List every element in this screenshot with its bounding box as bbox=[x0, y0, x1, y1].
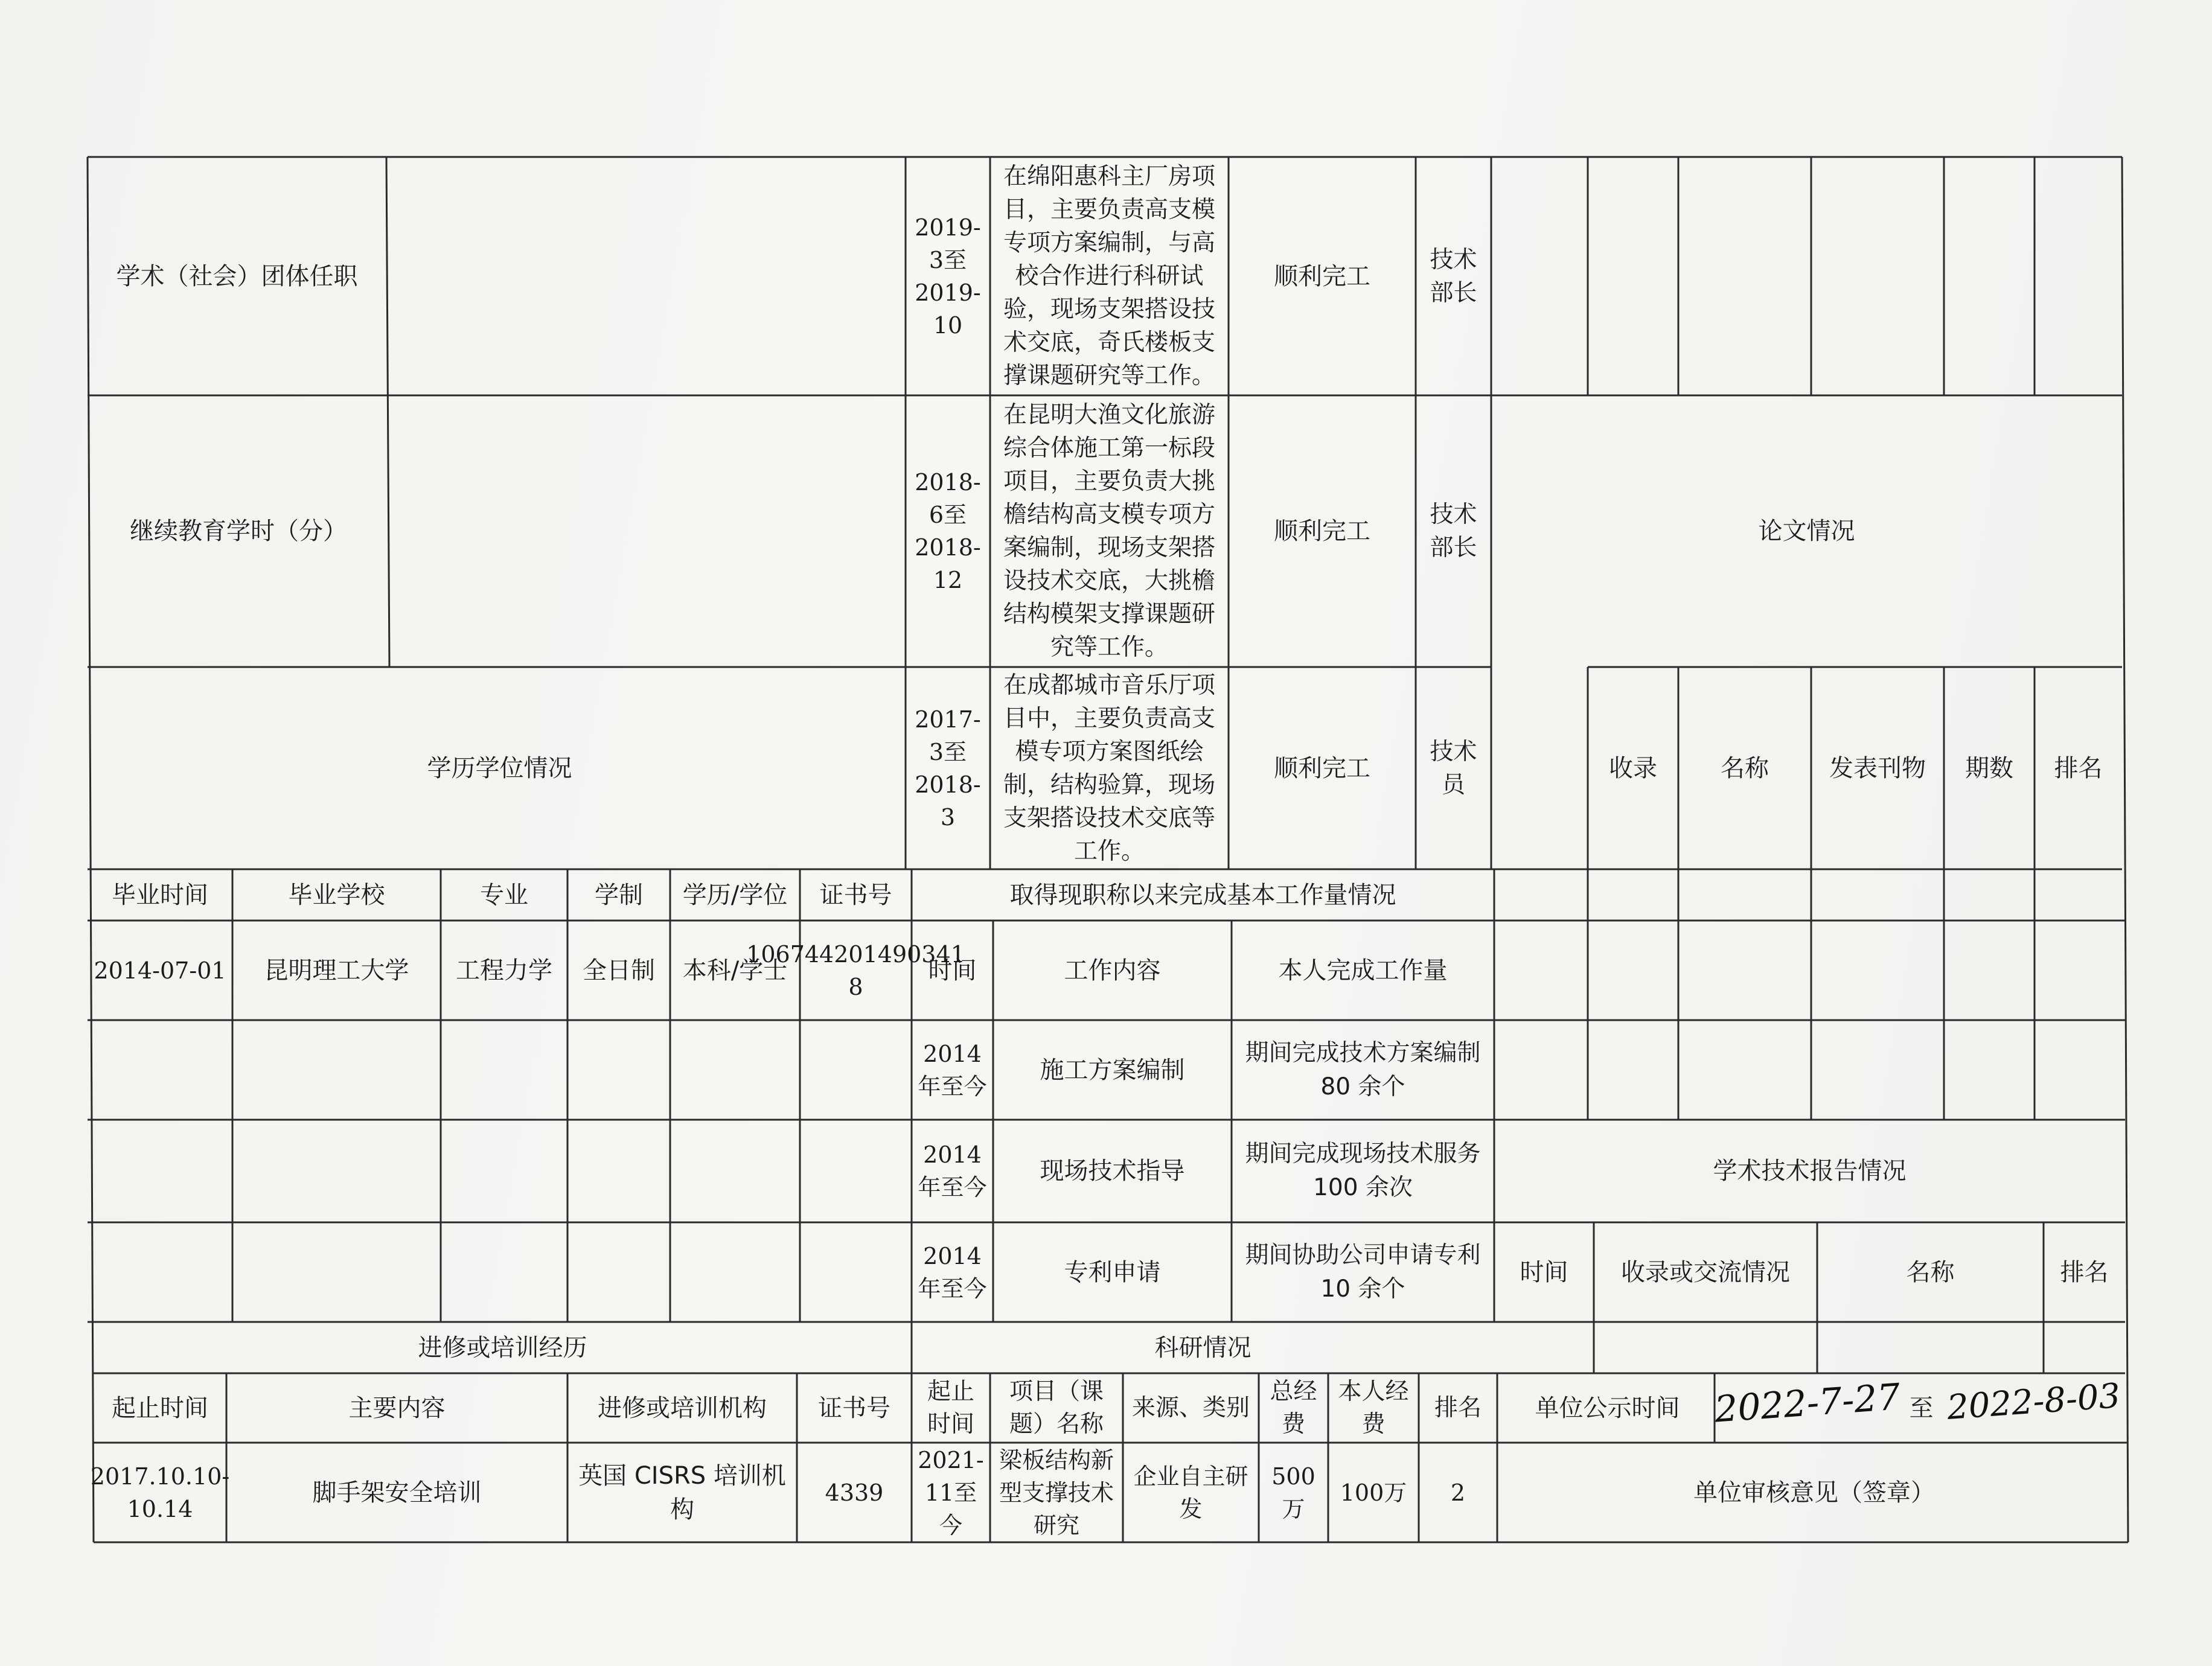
training-cell-3 bbox=[797, 1443, 912, 1542]
project-content-text: 在成都城市音乐厅项目中，主要负责高支模专项方案图纸绘制，结构验算，现场支架搭设技术交底等工作。 bbox=[1003, 671, 1215, 865]
edu-cell-4-text: 本科/学士 bbox=[682, 956, 788, 985]
paper-header-0 bbox=[1588, 667, 1678, 869]
research-cell-3 bbox=[1259, 1443, 1328, 1542]
research-cell-4 bbox=[1328, 1443, 1419, 1542]
training-header-3-text: 证书号 bbox=[818, 1394, 890, 1422]
work-content-text: 施工方案编制 bbox=[1040, 1056, 1185, 1084]
project-time-text: 2018-6至2018-12 bbox=[915, 469, 981, 593]
work-header-content-text: 工作内容 bbox=[1064, 956, 1161, 985]
section-unit-review-text: 单位审核意见（签章） bbox=[1693, 1478, 1935, 1507]
section-continuing-education-text: 继续教育学时（分） bbox=[130, 517, 347, 545]
publicity-to-word bbox=[1896, 1373, 1947, 1443]
project-time bbox=[906, 157, 990, 395]
edu-cell-1 bbox=[232, 921, 441, 1020]
training-cell-2-text: 英国 CISRS 培训机构 bbox=[578, 1461, 786, 1524]
training-cell-1 bbox=[226, 1443, 567, 1542]
edu-header-5 bbox=[800, 869, 912, 921]
research-cell-4-text: 100万 bbox=[1340, 1479, 1407, 1506]
section-reports bbox=[1494, 1120, 2125, 1222]
research-header-2 bbox=[1123, 1373, 1259, 1443]
paper-header-3-text: 期数 bbox=[1965, 754, 2013, 782]
training-cell-0-text: 2017.10.10-10.14 bbox=[90, 1463, 230, 1522]
training-cell-0 bbox=[90, 1443, 230, 1542]
section-unit-review bbox=[1500, 1443, 2128, 1542]
research-header-5 bbox=[1419, 1373, 1497, 1443]
edu-header-4-text: 学历/学位 bbox=[682, 881, 788, 909]
research-header-0-text: 起止时间 bbox=[927, 1377, 974, 1438]
work-amount-text: 期间完成现场技术服务 100 余次 bbox=[1245, 1140, 1481, 1201]
project-role bbox=[1416, 157, 1491, 395]
paper-header-1 bbox=[1678, 667, 1811, 869]
work-time-text: 2014年至今 bbox=[918, 1040, 987, 1100]
section-research bbox=[912, 1322, 1494, 1373]
report-header-0-text: 时间 bbox=[1520, 1258, 1568, 1286]
edu-cell-2 bbox=[441, 921, 567, 1020]
section-research-text: 科研情况 bbox=[1154, 1333, 1251, 1362]
project-result bbox=[1229, 667, 1416, 869]
project-result-text: 顺利完工 bbox=[1274, 517, 1370, 545]
edu-header-5-text: 证书号 bbox=[819, 881, 892, 909]
training-cell-3-text: 4339 bbox=[825, 1479, 884, 1506]
section-continuing-education bbox=[88, 395, 389, 667]
training-header-2 bbox=[567, 1373, 797, 1443]
publicity-label-text: 单位公示时间 bbox=[1535, 1394, 1680, 1422]
work-amount bbox=[1232, 1222, 1494, 1322]
work-content-text: 专利申请 bbox=[1064, 1258, 1161, 1286]
research-header-0 bbox=[912, 1373, 990, 1443]
work-header-time bbox=[912, 921, 993, 1020]
paper-header-2 bbox=[1811, 667, 1944, 869]
training-header-3 bbox=[797, 1373, 912, 1443]
project-result bbox=[1229, 395, 1416, 667]
training-header-0-text: 起止时间 bbox=[112, 1394, 208, 1422]
section-training-text: 进修或培训经历 bbox=[418, 1333, 587, 1362]
project-time bbox=[906, 395, 990, 667]
section-education-text: 学历学位情况 bbox=[427, 754, 572, 782]
research-header-1 bbox=[990, 1373, 1123, 1443]
project-role bbox=[1416, 667, 1491, 869]
edu-header-3 bbox=[567, 869, 670, 921]
work-time-text: 2014年至今 bbox=[918, 1242, 987, 1302]
research-header-2-text: 来源、类别 bbox=[1131, 1394, 1250, 1422]
publicity-to-word-text: 至 bbox=[1909, 1394, 1934, 1422]
research-header-4 bbox=[1328, 1373, 1419, 1443]
edu-header-1-text: 毕业学校 bbox=[288, 881, 385, 909]
report-header-1-text: 收录或交流情况 bbox=[1621, 1258, 1790, 1286]
research-cell-1 bbox=[990, 1443, 1123, 1542]
research-cell-5-text: 2 bbox=[1450, 1479, 1466, 1506]
edu-cell-3-text: 全日制 bbox=[583, 956, 655, 985]
section-education bbox=[88, 667, 912, 869]
research-cell-1-text: 梁板结构新型支撑技术研究 bbox=[999, 1446, 1114, 1539]
section-papers bbox=[1491, 395, 2122, 667]
work-amount-text: 期间完成技术方案编制 80 余个 bbox=[1245, 1039, 1481, 1100]
project-role-text: 技术部长 bbox=[1430, 501, 1477, 561]
work-header-amount-text: 本人完成工作量 bbox=[1278, 956, 1448, 985]
edu-header-2-text: 专业 bbox=[480, 881, 528, 909]
research-cell-2-text: 企业自主研发 bbox=[1133, 1463, 1248, 1522]
report-header-0 bbox=[1494, 1222, 1594, 1322]
work-amount-text: 期间协助公司申请专利 10 余个 bbox=[1245, 1241, 1481, 1303]
paper-header-1-text: 名称 bbox=[1721, 754, 1769, 782]
paper-header-4 bbox=[2035, 667, 2122, 869]
report-header-3-text: 排名 bbox=[2060, 1258, 2109, 1286]
handwritten-date-to: 2022-8-03 bbox=[1946, 1376, 2122, 1428]
project-time bbox=[906, 667, 990, 869]
handwritten-date-from: 2022-7-27 bbox=[1713, 1376, 1902, 1431]
paper-header-0-text: 收录 bbox=[1609, 754, 1657, 782]
section-academic-group bbox=[88, 157, 386, 395]
edu-cell-5-text: 106744201490341 8 bbox=[746, 940, 965, 1000]
project-role bbox=[1416, 395, 1491, 667]
training-header-1-text: 主要内容 bbox=[348, 1394, 446, 1422]
edu-cell-2-text: 工程力学 bbox=[456, 956, 552, 985]
edu-cell-3 bbox=[567, 921, 670, 1020]
research-header-3-text: 总经费 bbox=[1270, 1377, 1317, 1438]
edu-header-3-text: 学制 bbox=[595, 881, 643, 909]
work-content bbox=[993, 1120, 1232, 1222]
section-training bbox=[94, 1322, 912, 1373]
research-cell-0-text: 2021-11至今 bbox=[918, 1446, 984, 1539]
work-header-amount bbox=[1232, 921, 1494, 1020]
edu-cell-0 bbox=[88, 921, 232, 1020]
training-header-0 bbox=[94, 1373, 226, 1443]
project-time-text: 2017-3至2018-3 bbox=[915, 706, 981, 831]
work-amount bbox=[1232, 1120, 1494, 1222]
paper-header-2-text: 发表刊物 bbox=[1829, 754, 1926, 782]
project-content bbox=[990, 395, 1229, 667]
project-content-text: 在昆明大渔文化旅游综合体施工第一标段项目，主要负责大挑檐结构高支模专项方案编制，现场支架搭设技术交底，大挑檐结构模架支撑课题研究等工作。 bbox=[1003, 401, 1215, 661]
section-papers-text: 论文情况 bbox=[1758, 517, 1855, 545]
research-cell-5 bbox=[1419, 1443, 1497, 1542]
research-cell-2 bbox=[1123, 1443, 1259, 1542]
work-time bbox=[912, 1020, 993, 1120]
research-header-4-text: 本人经费 bbox=[1338, 1377, 1409, 1438]
project-content bbox=[990, 157, 1229, 395]
report-header-3 bbox=[2044, 1222, 2125, 1322]
project-role-text: 技术员 bbox=[1430, 738, 1477, 799]
work-time bbox=[912, 1222, 993, 1322]
edu-cell-1-text: 昆明理工大学 bbox=[264, 956, 409, 985]
project-role-text: 技术部长 bbox=[1430, 246, 1477, 307]
paper-header-4-text: 排名 bbox=[2054, 754, 2103, 782]
report-header-1 bbox=[1594, 1222, 1817, 1322]
edu-header-4 bbox=[670, 869, 800, 921]
paper-header-3 bbox=[1944, 667, 2035, 869]
work-amount bbox=[1232, 1020, 1494, 1120]
project-content-text: 在绵阳惠科主厂房项目，主要负责高支模专项方案编制，与高校合作进行科研试验，现场支架搭设技术交底，奇氏楼板支撑课题研究等工作。 bbox=[1003, 163, 1215, 389]
edu-header-2 bbox=[441, 869, 567, 921]
training-header-1 bbox=[226, 1373, 567, 1443]
training-header-2-text: 进修或培训机构 bbox=[598, 1394, 767, 1422]
section-reports-text: 学术技术报告情况 bbox=[1713, 1157, 1907, 1185]
section-workload-text: 取得现职称以来完成基本工作量情况 bbox=[1009, 881, 1396, 909]
edu-header-0-text: 毕业时间 bbox=[112, 881, 208, 909]
project-result bbox=[1229, 157, 1416, 395]
publicity-label bbox=[1500, 1373, 1715, 1443]
project-result-text: 顺利完工 bbox=[1274, 262, 1370, 290]
work-content bbox=[993, 1020, 1232, 1120]
section-academic-group-text: 学术（社会）团体任职 bbox=[116, 262, 358, 290]
work-header-time-text: 时间 bbox=[928, 956, 977, 985]
edu-header-1 bbox=[232, 869, 441, 921]
work-content-text: 现场技术指导 bbox=[1040, 1157, 1185, 1185]
report-header-2-text: 名称 bbox=[1906, 1258, 1955, 1286]
work-time bbox=[912, 1120, 993, 1222]
training-cell-2 bbox=[567, 1443, 797, 1542]
project-content bbox=[990, 667, 1229, 869]
training-cell-1-text: 脚手架安全培训 bbox=[312, 1478, 482, 1507]
work-header-content bbox=[993, 921, 1232, 1020]
project-time-text: 2019-3至2019-10 bbox=[915, 214, 981, 339]
work-content bbox=[993, 1222, 1232, 1322]
research-header-5-text: 排名 bbox=[1434, 1394, 1482, 1422]
work-time-text: 2014年至今 bbox=[918, 1141, 987, 1201]
section-workload bbox=[912, 869, 1494, 921]
report-header-2 bbox=[1817, 1222, 2044, 1322]
edu-header-0 bbox=[88, 869, 232, 921]
project-result-text: 顺利完工 bbox=[1274, 754, 1370, 782]
edu-cell-0-text: 2014-07-01 bbox=[94, 957, 226, 984]
research-cell-0 bbox=[912, 1443, 990, 1542]
research-cell-3-text: 500万 bbox=[1271, 1463, 1315, 1522]
research-header-1-text: 项目（课题）名称 bbox=[1009, 1377, 1104, 1438]
research-header-3 bbox=[1259, 1373, 1328, 1443]
